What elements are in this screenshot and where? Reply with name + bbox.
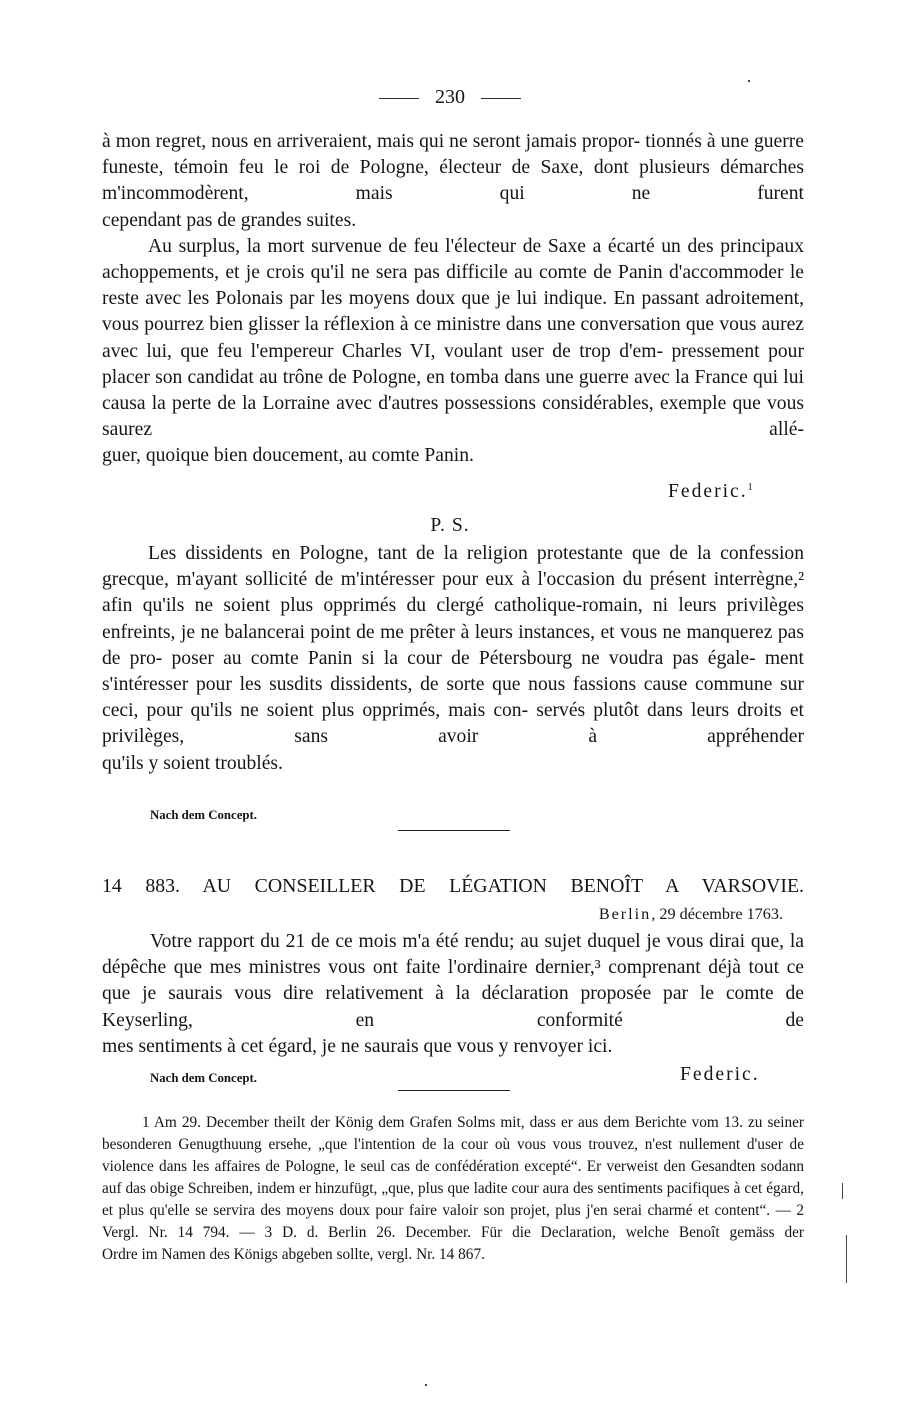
footnote-text: 1 Am 29. December theilt der König dem Grafen Solms mit, dass er aus dem Berichte vom 13. zu seiner besonderen Genugthuung ersehe, „que l'intention de la cour où vous vous trouvez, n'est nullement d'user de violence dans les affaires de Pologne, le seul cas de confédération excepté“. Er verweist den Gesandten sodann auf das obige Schreiben, indem er hinzufügt, „que, plus que ladite cour aura des sentiments pacifiques à cet égard, et plus qu'elle se servira des moyens doux pour faire valoir son projet, plus j'en serai charmé et content“. — 2 Vergl. Nr. 14 794. — 3 D. d. Berlin 26. December. Für die Declaration, welche Benoît gemäss der xyxy=(102,1114,804,1241)
source-note-1: Nach dem Concept. xyxy=(150,808,257,822)
speck-1 xyxy=(748,80,750,82)
page-number-dash-right xyxy=(481,98,521,99)
letter-2-text: Votre rapport du 21 de ce mois m'a été rendu; au sujet duquel je vous dirai que, la dépêche que mes ministres vous ont faite l'ordinaire dernier,³ comprenant déjà tout ce que je saurais vous dire relativement à la déclaration proposée par le comte de Keyserling, en conformité de xyxy=(102,931,804,1031)
source-note-2: Nach dem Concept. xyxy=(150,1071,257,1085)
divider-1 xyxy=(398,830,510,831)
paragraph-1: à mon regret, nous en arriveraient, mais qui ne seront jamais propor- tionnés à une guerre funeste, témoin feu le roi de Pologne, électeur de Saxe, dont plusieurs démarches m'incommodèrent, mais qui ne furent xyxy=(102,131,804,205)
postscript-body xyxy=(102,541,804,777)
footnote-end: Ordre im Namen des Königs abgeben sollte, vergl. Nr. 14 867. xyxy=(102,1246,485,1263)
page-number: 230 xyxy=(0,86,900,109)
margin-mark-2 xyxy=(846,1235,847,1283)
letter-date: Berlin, 29 décembre 1763. xyxy=(598,905,783,923)
paragraph-1-end: cependant pas de grandes suites. xyxy=(102,209,357,231)
postscript-heading: P. S. xyxy=(430,515,470,536)
page-number-dash-left xyxy=(379,98,419,99)
letter-continuation xyxy=(102,129,804,470)
divider-2 xyxy=(398,1090,510,1091)
letter-body xyxy=(102,929,804,1060)
postscript-text: Les dissidents en Pologne, tant de la religion protestante que de la confession grecque, m'ayant sollicité de m'intéresser pour eux à l'occasion du présent interrègne,² afin qu'ils ne soient plus opprimés du clergé catholique-romain, ni leurs privilèges enfreints, je ne balancerai point de me prêter à leurs instances, et vous ne manquerez pas de pro- poser au comte Panin si la cour de Pétersbourg ne voudra pas égale- ment s'intéresser pour les susdits dissidents, de sorte que nous fassions cause commune sur ceci, pour qu'ils ne soient plus opprimés, mais con- servés plutôt dans leurs droits et privilèges, sans avoir à appréhender xyxy=(102,543,804,748)
postscript-end: qu'ils y soient troublés. xyxy=(102,752,283,774)
speck-2 xyxy=(425,1384,427,1386)
margin-mark-1 xyxy=(842,1183,843,1199)
signature-2: Federic. xyxy=(680,1064,760,1085)
footnotes xyxy=(102,1112,804,1266)
signature-1: Federic.$^1$ xyxy=(668,481,755,502)
letter-2-end: mes sentiments à cet égard, je ne saurais que vous y renvoyer ici. xyxy=(102,1035,613,1057)
paragraph-2-end: guer, quoique bien doucement, au comte Panin. xyxy=(102,445,474,467)
paragraph-2: Au surplus, la mort survenue de feu l'électeur de Saxe a écarté un des principaux achoppements, et je crois qu'il ne sera pas difficile au comte de Panin d'accommoder le reste avec les Polonais par les moyens doux que je lui indique. En passant adroitement, vous pourrez bien glisser la réflexion à ce ministre dans une conversation que vous aurez avec lui, que feu l'empereur Charles VI, voulant user de trop d'em- pressement pour placer son candidat au trône de Pologne, en tomba dans une guerre avec la France qui lui causa la perte de la Lorraine avec d'autres possessions considérables, exemple que vous saurez allé- xyxy=(102,235,804,441)
letter-heading: 14 883. AU CONSEILLER DE LÉGATION BENOÎT A VARSOVIE. xyxy=(102,875,805,897)
